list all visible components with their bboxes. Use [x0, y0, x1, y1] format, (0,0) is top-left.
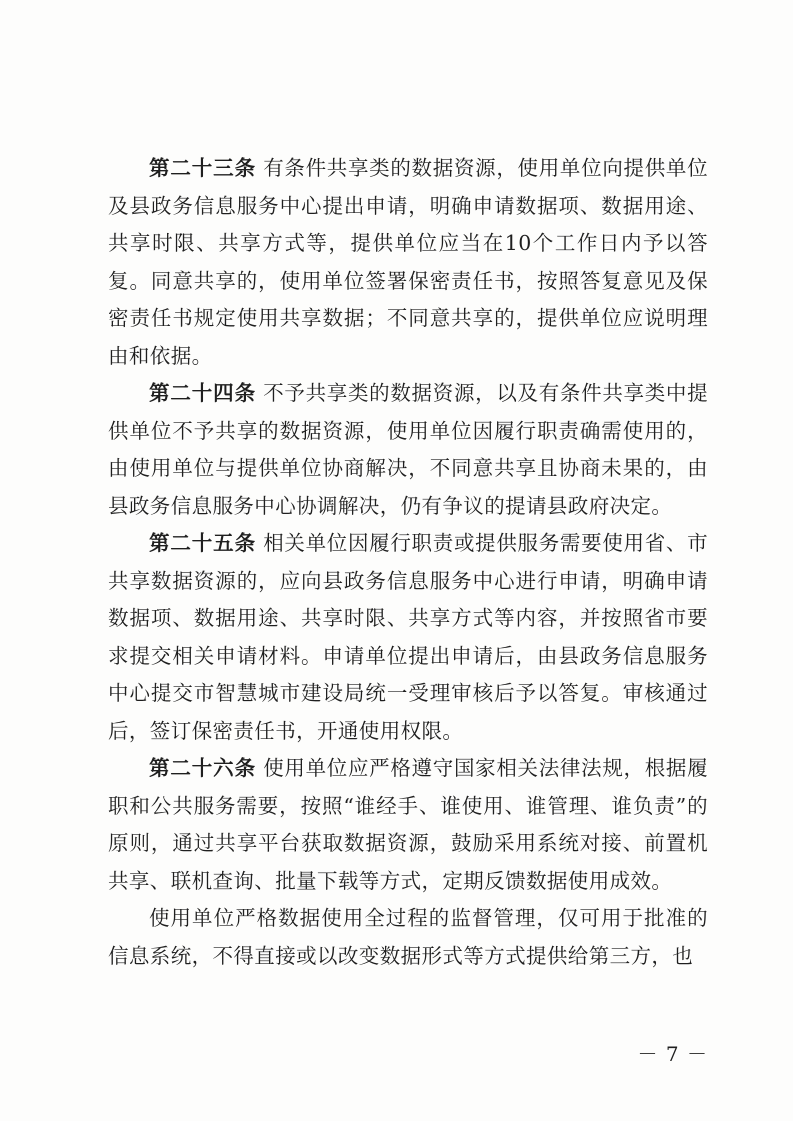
article-25-paragraph — [108, 525, 708, 750]
article-text: 使用单位严格数据使用全过程的监督管理，仅可用于批准的信息系统，不得直接或以改变数据形式等方式提供给第三方，也 — [108, 906, 708, 968]
article-26-paragraph — [108, 750, 708, 900]
article-text: 使用单位应严格遵守国家相关法律法规，根据履职和公共服务需要，按照“谁经手、谁使用、谁管理、谁负责”的原则，通过共享平台获取数据资源，鼓励采用系统对接、前置机共享、联机查询、批量下载等方式，定期反馈数据使用成效。 — [108, 756, 708, 893]
document-body — [108, 150, 708, 975]
article-heading: 第二十四条 — [149, 381, 256, 405]
article-heading: 第二十三条 — [149, 156, 256, 180]
article-heading: 第二十六条 — [149, 756, 256, 780]
article-text: 不予共享类的数据资源，以及有条件共享类中提供单位不予共享的数据资源，使用单位因履行职责确需使用的，由使用单位与提供单位协商解决，不同意共享且协商未果的，由县政务信息服务中心协调解决，仍有争议的提请县政府决定。 — [108, 381, 708, 518]
article-23-paragraph — [108, 150, 708, 375]
continuation-paragraph — [108, 900, 708, 975]
page-number: － 7 － — [637, 1042, 708, 1066]
article-text: 有条件共享类的数据资源，使用单位向提供单位及县政务信息服务中心提出申请，明确申请数据项、数据用途、共享时限、共享方式等，提供单位应当在10个工作日内予以答复。同意共享的，使用单位签署保密责任书，按照答复意见及保密责任书规定使用共享数据；不同意共享的，提供单位应说明理由和依据。 — [108, 156, 708, 368]
article-text: 相关单位因履行职责或提供服务需要使用省、市共享数据资源的，应向县政务信息服务中心进行申请，明确申请数据项、数据用途、共享时限、共享方式等内容，并按照省市要求提交相关申请材料。申请单位提出申请后，由县政务信息服务中心提交市智慧城市建设局统一受理审核后予以答复。审核通过后，签订保密责任书，开通使用权限。 — [108, 531, 708, 743]
article-24-paragraph — [108, 375, 708, 525]
article-heading: 第二十五条 — [149, 531, 256, 555]
